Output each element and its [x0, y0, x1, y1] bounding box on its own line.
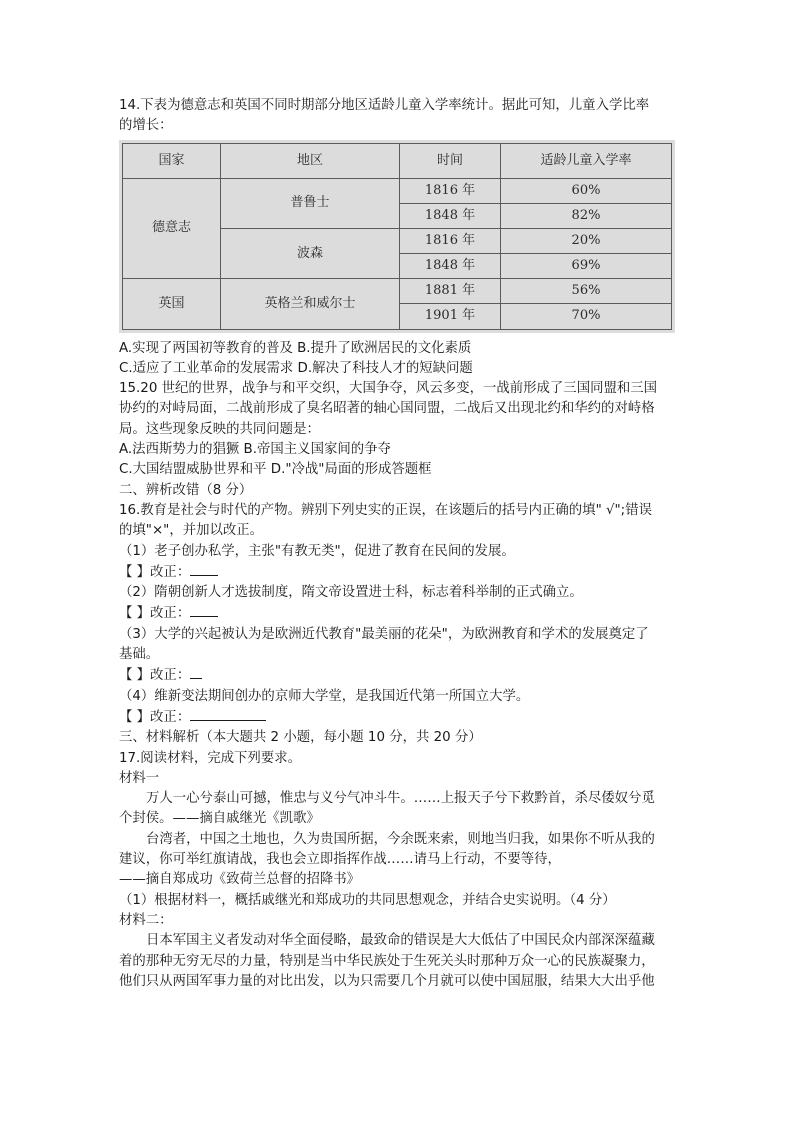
rate-cell: 60%	[501, 178, 672, 203]
country-cell: 德意志	[123, 178, 221, 279]
q16-stem-line2: 的填"×"，并加以改正。	[119, 523, 264, 539]
answer-blank[interactable]	[190, 707, 266, 721]
q15-stem-line3: 局。这些现象反映的共同问题是：	[119, 421, 320, 437]
q15-stem-line1: 15.20 世纪的世界，战争与和平交织，大国争夺，风云多变，一战前形成了三国同盟和三国	[119, 381, 658, 397]
exam-page	[119, 96, 679, 992]
q16-item-3-line2: 基础。	[119, 647, 160, 663]
rate-cell: 70%	[501, 304, 672, 329]
section-heading-3: 三、材料解析（本大题共 2 小题，每小题 10 分，共 20 分）	[119, 730, 482, 746]
q15-stem-line2: 协约的对峙局面，二战前形成了臭名昭著的轴心国同盟，二战后又出现北约和华约的对峙格	[119, 401, 655, 417]
region-cell: 英格兰和威尔士	[221, 279, 400, 329]
q17-question-1: （1）根据材料一，概括戚继光和郑成功的共同思想观念，并结合史实说明。（4 分）	[119, 892, 616, 908]
material2-line3: 他们只从两国军事力量的对比出发，以为只需要几个月就可以使中国屈服，结果大大出乎他	[119, 973, 655, 989]
q15-options-ab: A.法西斯势力的猖獗 B.帝国主义国家间的争夺	[119, 442, 391, 458]
answer-label: 【 】改正：	[119, 668, 191, 684]
answer-label: 【 】改正：	[119, 564, 191, 580]
material2-line1: 日本军国主义者发动对华全面侵略，最致命的错误是大大低估了中国民众内部深深蕴藏	[146, 933, 655, 949]
q16-stem-line1: 16.教育是社会与时代的产物。辨别下列史实的正误，在该题后的括号内正确的填" √";错误	[119, 502, 652, 518]
region-cell: 普鲁士	[221, 178, 400, 228]
q14-options-ab: A.实现了两国初等教育的普及 B.提升了欧洲居民的文化素质	[119, 340, 472, 356]
q16-item-1: （1）老子创办私学，主张"有教无类"，促进了教育在民间的发展。	[119, 543, 515, 559]
material1-para1-line1: 万人一心兮泰山可撼，惟忠与义兮气冲斗牛。……上报天子兮下救黔首，杀尽倭奴兮觅	[146, 791, 655, 807]
table-row	[123, 178, 672, 203]
q16-item-2: （2）隋朝创新人才选拔制度，隋文帝设置进士科，标志着科举制的正式确立。	[119, 585, 583, 601]
q17-stem: 17.阅读材料，完成下列要求。	[119, 750, 301, 766]
section-heading-2: 二、辨析改错（8 分）	[119, 482, 253, 498]
q16-answer-row-3	[119, 665, 679, 686]
rate-cell: 56%	[501, 279, 672, 304]
region-cell: 波森	[221, 229, 400, 279]
q14-options-cd: C.适应了工业革命的发展需求 D.解决了科技人才的短缺问题	[119, 360, 473, 376]
year-cell: 1816 年	[400, 178, 501, 203]
rate-cell: 82%	[501, 203, 672, 228]
enrollment-table-image	[119, 140, 675, 333]
answer-blank[interactable]	[190, 603, 218, 617]
country-cell: 英国	[123, 279, 221, 329]
answer-blank[interactable]	[190, 562, 218, 576]
material1-para1-line2: 个封侯。——摘自戚继光《凯歌》	[119, 811, 320, 827]
q16-answer-row-4	[119, 707, 679, 728]
rate-cell: 69%	[501, 254, 672, 279]
table-row	[123, 279, 672, 304]
rate-cell: 20%	[501, 229, 672, 254]
q16-answer-row-1	[119, 562, 679, 583]
header-country: 国家	[123, 143, 221, 178]
header-time: 时间	[400, 143, 501, 178]
q16-answer-row-2	[119, 603, 679, 624]
material1-label: 材料一	[119, 770, 160, 786]
q16-item-4: （4）维新变法期间创办的京师大学堂，是我国近代第一所国立大学。	[119, 688, 530, 704]
material1-para2-line1: 台湾者，中国之土地也，久为贵国所据，今余既来索，则地当归我，如果你不听从我的	[146, 831, 655, 847]
q16-item-3-line1: （3）大学的兴起被认为是欧洲近代教育"最美丽的花朵"，为欧洲教育和学术的发展奠定了	[119, 626, 649, 642]
year-cell: 1848 年	[400, 254, 501, 279]
q14-stem-line2: 的增长：	[119, 118, 173, 134]
material1-source: ——摘自郑成功《致荷兰总督的招降书》	[119, 872, 361, 888]
q14-stem-line1: 14.下表为德意志和英国不同时期部分地区适龄儿童入学率统计。据此可知，儿童入学比率	[119, 98, 650, 113]
answer-label: 【 】改正：	[119, 606, 191, 622]
q15-options-cd: C.大国结盟威胁世界和平 D."冷战"局面的形成答题框	[119, 462, 432, 478]
material2-line2: 着的那种无穷无尽的力量，特别是当中华民族处于生死关头时那种万众一心的民族凝聚力，	[119, 953, 655, 969]
year-cell: 1881 年	[400, 279, 501, 304]
answer-label: 【 】改正：	[119, 709, 191, 725]
year-cell: 1848 年	[400, 203, 501, 228]
year-cell: 1816 年	[400, 229, 501, 254]
answer-blank[interactable]	[190, 665, 202, 679]
header-rate: 适龄儿童入学率	[501, 143, 672, 178]
year-cell: 1901 年	[400, 304, 501, 329]
material2-label: 材料二：	[119, 912, 173, 928]
table-header-row	[123, 143, 672, 178]
enrollment-table	[122, 143, 672, 330]
material1-para2-line2: 建议，你可举红旗请战，我也会立即指挥作战……请马上行动，不要等待，	[119, 852, 561, 868]
header-region: 地区	[221, 143, 400, 178]
